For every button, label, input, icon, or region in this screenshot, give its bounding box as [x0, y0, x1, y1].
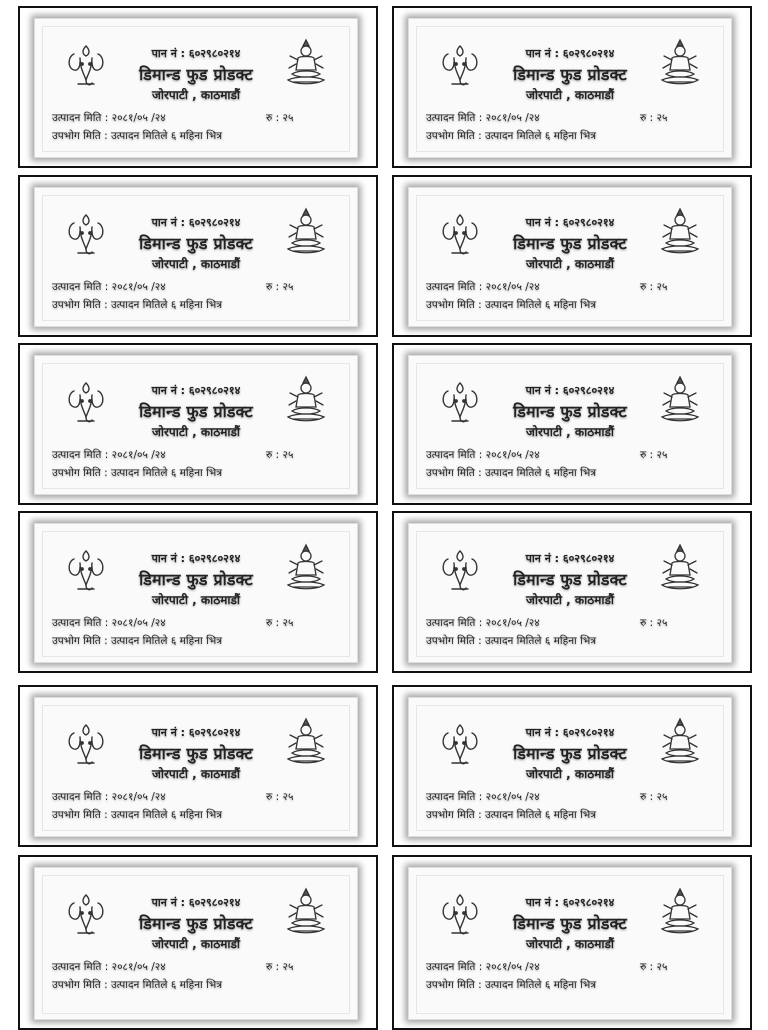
ganesh-icon [64, 545, 108, 595]
company-address: जोरपाटी , काठमाडौं [151, 425, 241, 439]
best-before: उपभोग मिति : उत्पादन मितिले ६ महिना भित्र [426, 809, 596, 821]
company-name: डिमान्ड फुड प्रोडक्ट [513, 914, 627, 933]
seated-deity-icon [658, 38, 702, 88]
manufacture-date: उत्पादन मिति : २०८१/०५ /२४ [426, 281, 540, 293]
label-cell [392, 6, 752, 168]
company-address: जोरपाटी , काठमाडौं [151, 257, 241, 271]
company-name: डिमान्ड फुड प्रोडक्ट [513, 744, 627, 763]
seated-deity-icon [658, 543, 702, 593]
price: रु : २५ [266, 961, 294, 973]
label-cell [392, 855, 752, 1030]
manufacture-date: उत्पादन मिति : २०८१/०५ /२४ [426, 791, 540, 803]
seated-deity-icon [284, 38, 328, 88]
pan-number: पान नं : ६०२९८०२१४ [151, 47, 241, 60]
seated-deity-icon [284, 543, 328, 593]
company-name: डिमान्ड फुड प्रोडक्ट [513, 234, 627, 253]
best-before: उपभोग मिति : उत्पादन मितिले ६ महिना भित्र [52, 299, 222, 311]
ganesh-icon [64, 719, 108, 769]
pan-number: पान नं : ६०२९८०२१४ [151, 552, 241, 565]
pan-number: पान नं : ६०२९८०२१४ [525, 47, 615, 60]
company-address: जोरपाटी , काठमाडौं [151, 937, 241, 951]
label-cell [18, 685, 378, 847]
ganesh-icon [438, 209, 482, 259]
label-cell [18, 343, 378, 505]
label-cell [18, 175, 378, 337]
company-name: डिमान्ड फुड प्रोडक्ट [139, 234, 253, 253]
manufacture-date: उत्पादन मिति : २०८१/०५ /२४ [426, 449, 540, 461]
company-address: जोरपाटी , काठमाडौं [151, 593, 241, 607]
product-label [408, 187, 732, 327]
company-name: डिमान्ड फुड प्रोडक्ट [139, 914, 253, 933]
company-name: डिमान्ड फुड प्रोडक्ट [513, 570, 627, 589]
manufacture-date: उत्पादन मिति : २०८१/०५ /२४ [52, 617, 166, 629]
product-label [408, 867, 732, 1020]
manufacture-date: उत्पादन मिति : २०८१/०५ /२४ [52, 449, 166, 461]
product-label [34, 187, 358, 327]
pan-number: पान नं : ६०२९८०२१४ [525, 726, 615, 739]
label-cell [392, 343, 752, 505]
best-before: उपभोग मिति : उत्पादन मितिले ६ महिना भित्र [426, 299, 596, 311]
ganesh-icon [438, 40, 482, 90]
company-address: जोरपाटी , काठमाडौं [525, 257, 615, 271]
company-address: जोरपाटी , काठमाडौं [151, 88, 241, 102]
company-name: डिमान्ड फुड प्रोडक्ट [513, 402, 627, 421]
price: रु : २५ [266, 112, 294, 124]
ganesh-icon [438, 719, 482, 769]
product-label [408, 18, 732, 158]
ganesh-icon [438, 377, 482, 427]
pan-number: पान नं : ६०२९८०२१४ [151, 896, 241, 909]
company-address: जोरपाटी , काठमाडौं [525, 593, 615, 607]
pan-number: पान नं : ६०२९८०२१४ [525, 896, 615, 909]
product-label [408, 355, 732, 495]
label-cell [18, 511, 378, 673]
price: रु : २५ [266, 449, 294, 461]
label-cell [392, 685, 752, 847]
label-cell [18, 6, 378, 168]
price: रु : २५ [640, 281, 668, 293]
ganesh-icon [64, 209, 108, 259]
manufacture-date: उत्पादन मिति : २०८१/०५ /२४ [426, 961, 540, 973]
ganesh-icon [438, 889, 482, 939]
company-address: जोरपाटी , काठमाडौं [525, 88, 615, 102]
product-label [34, 867, 358, 1020]
seated-deity-icon [658, 207, 702, 257]
seated-deity-icon [658, 717, 702, 767]
pan-number: पान नं : ६०२९८०२१४ [151, 216, 241, 229]
product-label [34, 355, 358, 495]
product-label [34, 697, 358, 837]
company-address: जोरपाटी , काठमाडौं [151, 767, 241, 781]
ganesh-icon [64, 377, 108, 427]
manufacture-date: उत्पादन मिति : २०८१/०५ /२४ [52, 961, 166, 973]
price: रु : २५ [266, 791, 294, 803]
pan-number: पान नं : ६०२९८०२१४ [151, 726, 241, 739]
company-name: डिमान्ड फुड प्रोडक्ट [139, 570, 253, 589]
price: रु : २५ [266, 617, 294, 629]
company-address: जोरपाटी , काठमाडौं [525, 425, 615, 439]
product-label [34, 18, 358, 158]
company-name: डिमान्ड फुड प्रोडक्ट [139, 744, 253, 763]
ganesh-icon [64, 889, 108, 939]
best-before: उपभोग मिति : उत्पादन मितिले ६ महिना भित्र [52, 809, 222, 821]
best-before: उपभोग मिति : उत्पादन मितिले ६ महिना भित्र [52, 979, 222, 991]
product-label [408, 697, 732, 837]
seated-deity-icon [284, 207, 328, 257]
product-label [34, 523, 358, 663]
label-cell [392, 511, 752, 673]
company-name: डिमान्ड फुड प्रोडक्ट [513, 65, 627, 84]
company-address: जोरपाटी , काठमाडौं [525, 767, 615, 781]
seated-deity-icon [284, 887, 328, 937]
price: रु : २५ [640, 617, 668, 629]
pan-number: पान नं : ६०२९८०२१४ [525, 552, 615, 565]
product-label [408, 523, 732, 663]
company-address: जोरपाटी , काठमाडौं [525, 937, 615, 951]
price: रु : २५ [266, 281, 294, 293]
manufacture-date: उत्पादन मिति : २०८१/०५ /२४ [426, 617, 540, 629]
price: रु : २५ [640, 961, 668, 973]
pan-number: पान नं : ६०२९८०२१४ [151, 384, 241, 397]
pan-number: पान नं : ६०२९८०२१४ [525, 384, 615, 397]
label-cell [392, 175, 752, 337]
seated-deity-icon [658, 887, 702, 937]
manufacture-date: उत्पादन मिति : २०८१/०५ /२४ [52, 791, 166, 803]
label-cell [18, 855, 378, 1030]
price: रु : २५ [640, 112, 668, 124]
ganesh-icon [64, 40, 108, 90]
best-before: उपभोग मिति : उत्पादन मितिले ६ महिना भित्र [426, 130, 596, 142]
best-before: उपभोग मिति : उत्पादन मितिले ६ महिना भित्र [426, 467, 596, 479]
best-before: उपभोग मिति : उत्पादन मितिले ६ महिना भित्र [52, 635, 222, 647]
seated-deity-icon [658, 375, 702, 425]
best-before: उपभोग मिति : उत्पादन मितिले ६ महिना भित्र [426, 979, 596, 991]
manufacture-date: उत्पादन मिति : २०८१/०५ /२४ [52, 112, 166, 124]
company-name: डिमान्ड फुड प्रोडक्ट [139, 402, 253, 421]
ganesh-icon [438, 545, 482, 595]
price: रु : २५ [640, 791, 668, 803]
pan-number: पान नं : ६०२९८०२१४ [525, 216, 615, 229]
company-name: डिमान्ड फुड प्रोडक्ट [139, 65, 253, 84]
seated-deity-icon [284, 375, 328, 425]
best-before: उपभोग मिति : उत्पादन मितिले ६ महिना भित्र [426, 635, 596, 647]
price: रु : २५ [640, 449, 668, 461]
best-before: उपभोग मिति : उत्पादन मितिले ६ महिना भित्र [52, 130, 222, 142]
manufacture-date: उत्पादन मिति : २०८१/०५ /२४ [426, 112, 540, 124]
best-before: उपभोग मिति : उत्पादन मितिले ६ महिना भित्र [52, 467, 222, 479]
manufacture-date: उत्पादन मिति : २०८१/०५ /२४ [52, 281, 166, 293]
seated-deity-icon [284, 717, 328, 767]
